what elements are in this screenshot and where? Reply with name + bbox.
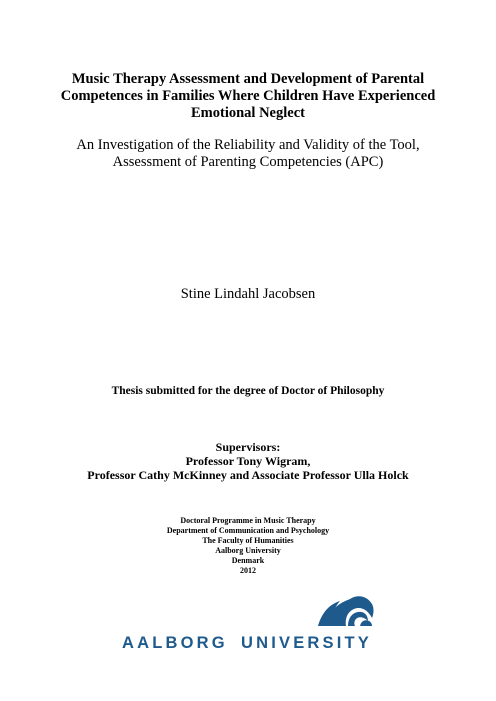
author-name: Stine Lindahl Jacobsen (180, 286, 316, 302)
supervisor-line: Professor Tony Wigram, (185, 454, 311, 468)
title-line: Competences in Families Where Children Have Experienced (60, 88, 436, 104)
country-line: Denmark (231, 556, 265, 565)
wave-emblem-icon (318, 596, 374, 626)
year-line: 2012 (240, 566, 256, 575)
supervisors-heading: Supervisors: (215, 440, 281, 454)
supervisor-line: Professor Cathy McKinney and Associate Professor Ulla Holck (87, 468, 409, 482)
department-line: Department of Communication and Psychology (166, 526, 330, 535)
subtitle-line: An Investigation of the Reliability and Validity of the Tool, (76, 137, 420, 153)
degree-statement: Thesis submitted for the degree of Doctor of Philosophy (111, 385, 385, 397)
programme-line: Doctoral Programme in Music Therapy (180, 516, 316, 525)
logo-word-university: UNIVERSITY (241, 634, 373, 652)
subtitle-line: Assessment of Parenting Competencies (APC) (112, 154, 384, 170)
title-line: Emotional Neglect (191, 105, 305, 121)
university-line: Aalborg University (215, 546, 281, 555)
title-line: Music Therapy Assessment and Development of Parental (71, 71, 425, 87)
faculty-line: The Faculty of Humanities (202, 536, 294, 545)
logo-word-aalborg: AALBORG (122, 634, 228, 652)
